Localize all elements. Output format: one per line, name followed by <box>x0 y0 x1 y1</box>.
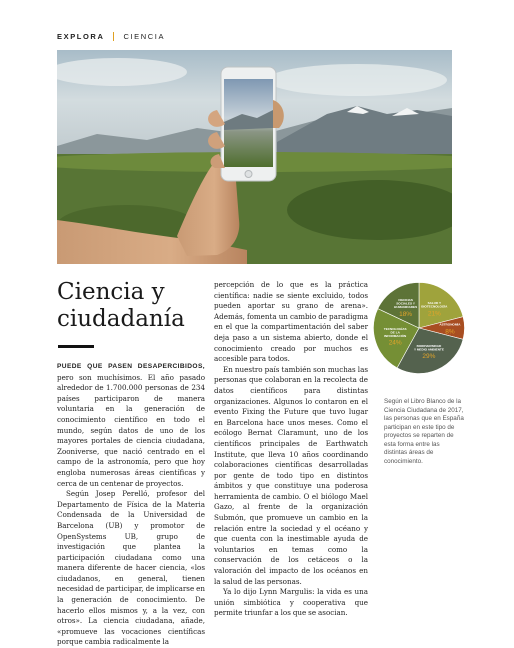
slice-label: DE LA <box>390 330 400 335</box>
header-divider <box>113 32 114 41</box>
article-column-1 <box>57 361 205 648</box>
chart-caption: Según el Libro Blanco de la Ciencia Ciudadana de 2017, las personas que en España participan en este tipo de proyectos se reparten de esta forma entre las distintas áreas de conocimiento. <box>384 398 464 465</box>
title-underline <box>58 345 94 348</box>
slice-value-label: 24% <box>388 339 402 347</box>
slice-value-label: 8% <box>445 328 455 336</box>
slice-value-label: 29% <box>422 353 436 361</box>
slice-label: HUMANIDADES <box>393 305 418 310</box>
article-column-2 <box>214 280 368 619</box>
lead-paragraph <box>57 361 205 489</box>
knowledge-areas-pie-chart <box>373 282 465 374</box>
paragraph: percepción de lo que es la práctica científica: nadie se siente excluido, todos pueden aportar su grano de arena». Además, fomenta un cambio de paradigma en el que la compartimentación del saber deja paso a un sistema abierto, donde el conocimiento creado por muchos es accesible para todos. <box>214 280 368 364</box>
slice-label: TECNOLOGÍAS <box>383 326 407 331</box>
slice-label: SALUD Y <box>427 301 442 306</box>
section-header <box>57 30 165 42</box>
title-line-1: Ciencia y <box>57 279 165 305</box>
lead-body: pero son muchísimos. El año pasado alrededor de 1.700.000 personas de 234 países participaron de manera voluntaria en la generación de conocimiento científico en todo el mundo, según datos de uno de los mayores portales de ciencia ciudadana, Zooniverse, que nació centrado en el campo de la astronomía, pero que hoy engloba numerosas áreas científicas y cerca de un centenar de proyectos. <box>57 372 205 488</box>
slice-label: CIENCIAS <box>398 297 413 302</box>
subsection-name: CIENCIA <box>123 31 166 41</box>
slice-label: BIODIVERSIDAD <box>416 343 442 348</box>
paragraph: Ya lo dijo Lynn Margulis: la vida es una unión simbiótica y cooperativa que permite triunfar a los que se asocian. <box>214 587 368 618</box>
slice-label: SOCIALES Y <box>396 301 415 306</box>
hero-photo <box>57 50 452 264</box>
paragraph: Según Josep Perelló, profesor del Departamento de Física de la Materia Condensada de la Universidad de Barcelona (UB) y promotor de OpenSystems UB, grupo de investigación que plantea la participación ciudadana como una manera diferente de hacer ciencia, «los ciudadanos, en general, tienen necesidad de participar, de implicarse en la generación de conocimiento. De hacerlo ellos mismos y, a la vez, con otros». La ciencia ciudadana, añade, «promueve las vocaciones científicas porque cambia radicalmente la <box>57 489 205 647</box>
title-line-2: ciudadanía <box>57 306 185 332</box>
section-name: EXPLORA <box>57 31 105 41</box>
slice-label: BIOTECNOLOGÍA <box>421 304 448 309</box>
slice-value-label: 21% <box>427 310 441 318</box>
lead-in: PUEDE QUE PASEN DESAPERCIBIDOS, <box>57 363 205 370</box>
slice-label: INFORMACIÓN <box>384 334 407 339</box>
article-title <box>57 279 207 333</box>
photo-illustration <box>57 50 452 264</box>
slice-label: ASTRONOMÍA <box>439 322 461 327</box>
paragraph: En nuestro país también son muchas las personas que colaboran en la recolecta de datos científicos para distintas organizaciones. Algunos lo contaron en el evento Fixing the Future que tuvo lugar en Barcelona hace unos meses. Como el ecólogo Bernat Claramunt, uno de los científicos principales de Earthwatch Institute, que lleva 10 años coordinando colaboraciones científicas desarrolladas por gente de todo tipo en distintos ámbitos y que constituye una poderosa herramienta de cambio. O el biólogo Mael Gazo, al frente de la organización Submón, que promueve un cambio en la relación entre la sociedad y el océano y que cuenta con la inestimable ayuda de voluntarios en temas como la conservación de los cetáceos o la valoración del impacto de los océanos en la salud de las personas. <box>214 364 368 586</box>
slice-label: Y MEDIO AMBIENTE <box>413 347 444 352</box>
slice-value-label: 18% <box>399 310 413 318</box>
